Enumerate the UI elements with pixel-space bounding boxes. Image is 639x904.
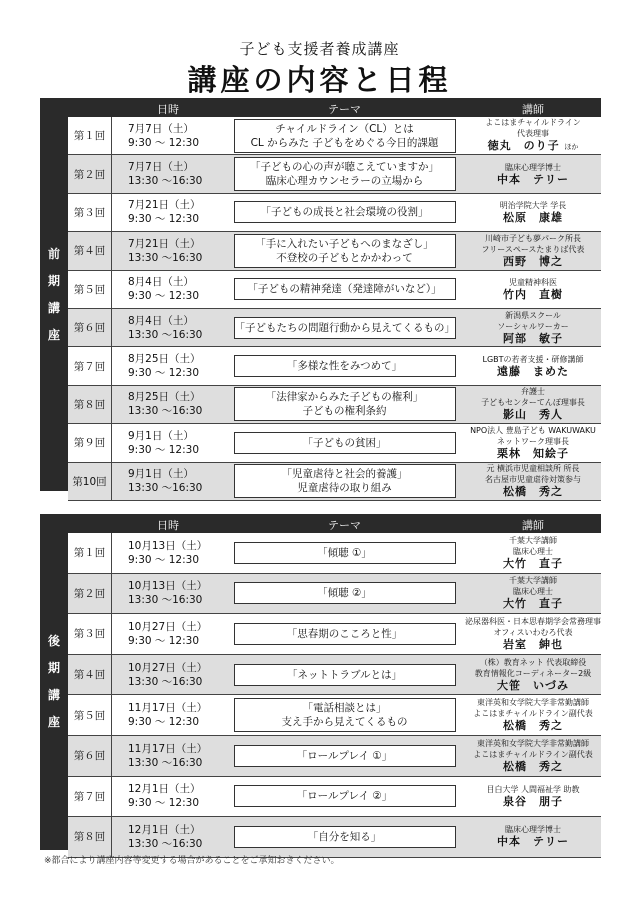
theme-box: [234, 785, 456, 807]
session-date: 10月13日（土）: [128, 580, 208, 593]
session-theme: [224, 574, 465, 614]
session-datetime: [112, 614, 224, 654]
lecturer-affiliation: 児童精神科医: [509, 277, 557, 287]
session-date: 10月27日（土）: [128, 661, 208, 674]
lecturer-affiliation: よこはまチャイルドライン副代表: [473, 709, 593, 719]
session-time: 13:30 ～16:30: [128, 405, 203, 418]
theme-line: 「ロールプレイ ②」: [296, 790, 393, 803]
theme-box: [234, 664, 456, 686]
session-time: 9:30 ～ 12:30: [128, 290, 200, 303]
session-date: 8月4日（土）: [128, 276, 194, 289]
session-datetime: [112, 533, 224, 573]
session-datetime: [112, 695, 224, 735]
lecturer-affiliation: 臨床心理士: [513, 587, 553, 597]
table-row: [68, 463, 601, 501]
session-theme: [224, 533, 465, 573]
lecturer-name-text: 影山 秀人: [503, 408, 563, 422]
lecturer-name-text: 松原 康雄: [503, 210, 563, 224]
lecturer-name-text: 大笹 いづみ: [497, 678, 569, 692]
lecturer-name: [503, 408, 563, 422]
header-lecturer: 講師: [522, 519, 544, 532]
second-term-section: [40, 514, 601, 850]
session-theme: [224, 777, 465, 817]
session-number: 第１回: [68, 117, 112, 154]
first-term-section: [40, 98, 601, 499]
session-date: 11月17日（土）: [128, 702, 208, 715]
theme-box: [234, 317, 456, 339]
lecturer-affiliation: 泌尿器科医・日本思春期学会常務理事: [465, 616, 601, 626]
lecturer-affiliation: 明治学院大学 学長: [499, 200, 567, 210]
session-datetime: [112, 424, 224, 461]
lecturer: [465, 817, 601, 857]
session-time: 9:30 ～ 12:30: [128, 634, 200, 647]
lecturer-affiliation: フリースペースたまりば代表: [481, 244, 585, 254]
lecturer-name: [488, 139, 579, 154]
theme-box: [234, 432, 456, 454]
session-theme: [224, 347, 465, 384]
lecturer-affiliation: 新潟県スクール: [505, 310, 561, 320]
lecturer: [465, 232, 601, 269]
lecturer-affiliation: 代表理事: [517, 129, 549, 139]
lecturer-name-suffix: ほか: [564, 143, 579, 152]
lecturer-affiliation: 臨床心理士: [513, 546, 553, 556]
theme-line: 「法律家からみた子どもの権利」: [265, 391, 424, 404]
lecturer-name: [497, 447, 569, 461]
session-time: 13:30 ～16:30: [128, 594, 203, 607]
session-theme: [224, 386, 465, 423]
table-row: [68, 194, 601, 232]
table-row: [68, 232, 601, 270]
page-subtitle: 子ども支援者養成講座: [239, 40, 400, 58]
session-time: 9:30 ～ 12:30: [128, 553, 200, 566]
theme-box: [234, 278, 456, 300]
lecturer-affiliation: 千葉大学講師: [509, 535, 557, 545]
session-number: 第３回: [68, 194, 112, 231]
lecturer-affiliation: ソーシャルワーカー: [497, 321, 569, 331]
theme-box: [234, 387, 456, 421]
lecturer-name: [503, 288, 563, 302]
table-header: [68, 514, 601, 533]
session-number: 第８回: [68, 817, 112, 857]
session-theme: [224, 117, 465, 154]
lecturer-affiliation: 目白大学 人間福祉学 助教: [486, 784, 580, 794]
session-time: 9:30 ～ 12:30: [128, 443, 200, 456]
lecturer: [465, 695, 601, 735]
theme-box: [234, 234, 456, 268]
theme-line: 「児童虐待と社会的養護」: [281, 468, 408, 481]
session-date: 8月25日（土）: [128, 353, 201, 366]
session-datetime: [112, 463, 224, 500]
lecturer-affiliation: よこはまチャイルドライン副代表: [473, 749, 593, 759]
table-row: [68, 817, 601, 858]
lecturer-name-text: 松橋 秀之: [503, 719, 563, 733]
lecturer-name: [503, 795, 563, 809]
session-datetime: [112, 736, 224, 776]
lecturer: [465, 574, 601, 614]
lecturer: [465, 777, 601, 817]
theme-box: [234, 826, 456, 848]
session-theme: [224, 155, 465, 192]
lecturer-name-text: 岩室 紳也: [503, 637, 563, 651]
theme-box: [234, 542, 456, 564]
lecturer: [465, 347, 601, 384]
lecturer: [465, 117, 601, 154]
lecturer-name-text: 大竹 直子: [503, 597, 563, 611]
session-time: 13:30 ～16:30: [128, 482, 203, 495]
theme-box: [234, 119, 456, 153]
session-time: 9:30 ～ 12:30: [128, 367, 200, 380]
session-number: 第６回: [68, 309, 112, 346]
session-date: 7月7日（土）: [128, 122, 194, 135]
session-date: 8月25日（土）: [128, 391, 201, 404]
lecturer-name-text: 松橋 秀之: [503, 759, 563, 773]
session-number: 第５回: [68, 271, 112, 308]
session-theme: [224, 271, 465, 308]
table-row: [68, 655, 601, 696]
lecturer: [465, 386, 601, 423]
session-theme: [224, 232, 465, 269]
theme-box: [234, 623, 456, 645]
session-time: 13:30 ～16:30: [128, 175, 203, 188]
session-theme: [224, 194, 465, 231]
second-term-rows: [68, 533, 601, 858]
session-datetime: [112, 309, 224, 346]
session-datetime: [112, 271, 224, 308]
session-date: 7月21日（土）: [128, 199, 201, 212]
lecturer-name-text: 中本 テリー: [497, 835, 569, 849]
lecturer-affiliation: 臨床心理学博士: [505, 825, 561, 835]
session-datetime: [112, 817, 224, 857]
lecturer-name: [503, 597, 563, 611]
lecturer-affiliation: 東洋英和女学院大学非常勤講師: [477, 698, 589, 708]
lecturer: [465, 155, 601, 192]
lecturer-name: [503, 255, 563, 269]
header-theme: テーマ: [328, 519, 361, 532]
lecturer-affiliation: 川崎市子ども夢パーク所長: [485, 233, 581, 243]
lecturer-affiliation: オフィスいわむろ代表: [493, 627, 573, 637]
session-date: 7月21日（土）: [128, 237, 201, 250]
theme-line: 「ネットトラブルとは」: [286, 668, 403, 681]
session-time: 9:30 ～ 12:30: [128, 797, 200, 810]
session-theme: [224, 424, 465, 461]
header-date: 日時: [157, 103, 179, 116]
lecturer: [465, 533, 601, 573]
lecturer-affiliation: ネットワーク理事長: [497, 436, 569, 446]
session-theme: [224, 463, 465, 500]
session-number: 第１回: [68, 533, 112, 573]
session-datetime: [112, 386, 224, 423]
lecturer-name: [503, 211, 563, 225]
table-row: [68, 533, 601, 574]
theme-line: 「傾聴 ②」: [317, 587, 372, 600]
lecturer-affiliation: 元 横浜市児童相談所 所長: [486, 464, 580, 474]
session-date: 9月1日（土）: [128, 429, 194, 442]
session-date: 9月1日（土）: [128, 468, 194, 481]
session-theme: [224, 736, 465, 776]
session-time: 13:30 ～16:30: [128, 756, 203, 769]
theme-box: [234, 582, 456, 604]
session-date: 10月27日（土）: [128, 620, 208, 633]
session-number: 第４回: [68, 232, 112, 269]
theme-box: [234, 698, 456, 732]
theme-line: 「子どもの成長と社会環境の役割」: [260, 206, 429, 219]
session-date: 10月13日（土）: [128, 539, 208, 552]
theme-line: 支え手から見えてくるもの: [281, 716, 408, 729]
lecturer-affiliation: 教育情報化コーディネーター2級: [474, 668, 592, 678]
theme-line: 「子どもの精神発達（発達障がいなど）」: [247, 283, 442, 296]
header-theme: テーマ: [328, 103, 361, 116]
lecturer-name-text: 竹内 直樹: [503, 287, 563, 301]
lecturer-name-text: 中本 テリー: [497, 172, 569, 186]
lecturer-affiliation: 東洋英和女学院大学非常勤講師: [477, 738, 589, 748]
lecturer-name: [503, 485, 563, 499]
lecturer-name-text: 遠藤 まめた: [497, 364, 569, 378]
lecturer: [465, 736, 601, 776]
session-theme: [224, 817, 465, 857]
lecturer-affiliation: NPO法人 豊島子ども WAKUWAKU: [470, 425, 596, 435]
session-datetime: [112, 155, 224, 192]
table-row: [68, 614, 601, 655]
theme-line: 「多様な性をみつめて」: [286, 360, 403, 373]
theme-line: 「子どもの心の声が聴こえていますか」: [250, 161, 439, 174]
session-datetime: [112, 232, 224, 269]
footnote: ※都合により講座内容等変更する場合があることをご承知おきください。: [44, 856, 340, 866]
lecturer-name: [503, 760, 563, 774]
table-row: [68, 271, 601, 309]
session-number: 第６回: [68, 736, 112, 776]
session-time: 13:30 ～16:30: [128, 837, 203, 850]
lecturer-affiliation: 名古屋市児童虐待対策参与: [485, 475, 581, 485]
first-term-label: 前 期 講 座: [40, 98, 68, 491]
lecturer-name-text: 阿部 敏子: [503, 331, 563, 345]
lecturer-affiliation: 千葉大学講師: [509, 576, 557, 586]
theme-line: チャイルドライン（CL）とは: [275, 122, 414, 135]
session-number: 第５回: [68, 695, 112, 735]
theme-line: 「傾聴 ①」: [317, 546, 372, 559]
table-row: [68, 117, 601, 155]
session-time: 13:30 ～16:30: [128, 251, 203, 264]
theme-line: 「子どもたちの問題行動から見えてくるもの」: [234, 321, 455, 334]
session-number: 第２回: [68, 155, 112, 192]
lecturer: [465, 271, 601, 308]
lecturer-affiliation: 子どもセンターてんぽ理事長: [481, 398, 585, 408]
session-date: 8月4日（土）: [128, 314, 194, 327]
session-number: 第８回: [68, 386, 112, 423]
table-row: [68, 386, 601, 424]
theme-line: 「ロールプレイ ①」: [296, 749, 393, 762]
theme-box: [234, 464, 456, 498]
second-term-label: 後 期 講 座: [40, 514, 68, 850]
lecturer-affiliation: 弁護士: [521, 387, 545, 397]
lecturer-name: [503, 638, 563, 652]
session-datetime: [112, 347, 224, 384]
session-time: 9:30 ～ 12:30: [128, 213, 200, 226]
lecturer-name: [503, 332, 563, 346]
table-row: [68, 155, 601, 193]
header-lecturer: 講師: [522, 103, 544, 116]
session-theme: [224, 695, 465, 735]
first-term-rows: [68, 117, 601, 501]
theme-line: 子どもの権利条約: [302, 405, 387, 418]
session-theme: [224, 655, 465, 695]
lecturer: [465, 655, 601, 695]
theme-line: 「手に入れたい子どもへのまなざし」: [255, 237, 434, 250]
session-time: 9:30 ～ 12:30: [128, 136, 200, 149]
lecturer-affiliation: （株）教育ネット 代表取締役: [479, 657, 587, 667]
session-datetime: [112, 655, 224, 695]
theme-line: 「子どもの貧困」: [302, 436, 387, 449]
lecturer: [465, 614, 601, 654]
lecturer-name: [497, 835, 569, 849]
header-date: 日時: [157, 519, 179, 532]
lecturer-affiliation: 臨床心理学博士: [505, 162, 561, 172]
theme-line: 「思春期のこころと性」: [286, 627, 403, 640]
session-number: 第３回: [68, 614, 112, 654]
table-row: [68, 777, 601, 818]
lecturer-name: [503, 557, 563, 571]
theme-box: [234, 745, 456, 767]
table-row: [68, 347, 601, 385]
theme-line: 「電話相談とは」: [302, 702, 387, 715]
session-date: 11月17日（土）: [128, 742, 208, 755]
table-row: [68, 574, 601, 615]
session-datetime: [112, 194, 224, 231]
theme-line: CL からみた 子どもをめぐる今日的課題: [250, 136, 439, 149]
theme-box: [234, 201, 456, 223]
lecturer: [465, 463, 601, 500]
session-theme: [224, 614, 465, 654]
session-date: 12月1日（土）: [128, 783, 201, 796]
lecturer-name-text: 泉谷 朋子: [503, 794, 563, 808]
session-theme: [224, 309, 465, 346]
page-title: 講座の内容と日程: [187, 63, 452, 97]
lecturer-name: [497, 173, 569, 187]
theme-box: [234, 355, 456, 377]
table-header: [68, 98, 601, 117]
theme-box: [234, 157, 456, 191]
session-date: 12月1日（土）: [128, 823, 201, 836]
session-time: 13:30 ～16:30: [128, 675, 203, 688]
session-number: 第７回: [68, 347, 112, 384]
lecturer-name: [497, 365, 569, 379]
lecturer-name: [497, 679, 569, 693]
theme-line: 「自分を知る」: [307, 830, 382, 843]
lecturer: [465, 424, 601, 461]
theme-line: 不登校の子どもとかかわって: [276, 251, 413, 264]
session-number: 第２回: [68, 574, 112, 614]
session-number: 第４回: [68, 655, 112, 695]
lecturer: [465, 309, 601, 346]
table-row: [68, 424, 601, 462]
theme-line: 臨床心理カウンセラーの立場から: [265, 175, 424, 188]
session-datetime: [112, 117, 224, 154]
theme-line: 児童虐待の取り組み: [297, 482, 392, 495]
lecturer-name-text: 徳丸 のり子: [487, 139, 560, 153]
lecturer: [465, 194, 601, 231]
session-number: 第10回: [68, 463, 112, 500]
table-row: [68, 736, 601, 777]
session-time: 9:30 ～ 12:30: [128, 716, 200, 729]
lecturer-affiliation: LGBTの若者支援・研修講師: [482, 354, 584, 364]
session-time: 13:30 ～16:30: [128, 328, 203, 341]
session-number: 第９回: [68, 424, 112, 461]
table-row: [68, 695, 601, 736]
table-row: [68, 309, 601, 347]
lecturer-name-text: 西野 博之: [503, 254, 563, 268]
session-date: 7月7日（土）: [128, 161, 194, 174]
lecturer-name: [503, 719, 563, 733]
lecturer-name-text: 栗林 知絵子: [497, 446, 569, 460]
lecturer-name-text: 大竹 直子: [503, 556, 563, 570]
lecturer-affiliation: よこはまチャイルドライン: [485, 118, 581, 128]
session-number: 第７回: [68, 777, 112, 817]
lecturer-name-text: 松橋 秀之: [503, 485, 563, 499]
session-datetime: [112, 574, 224, 614]
session-datetime: [112, 777, 224, 817]
